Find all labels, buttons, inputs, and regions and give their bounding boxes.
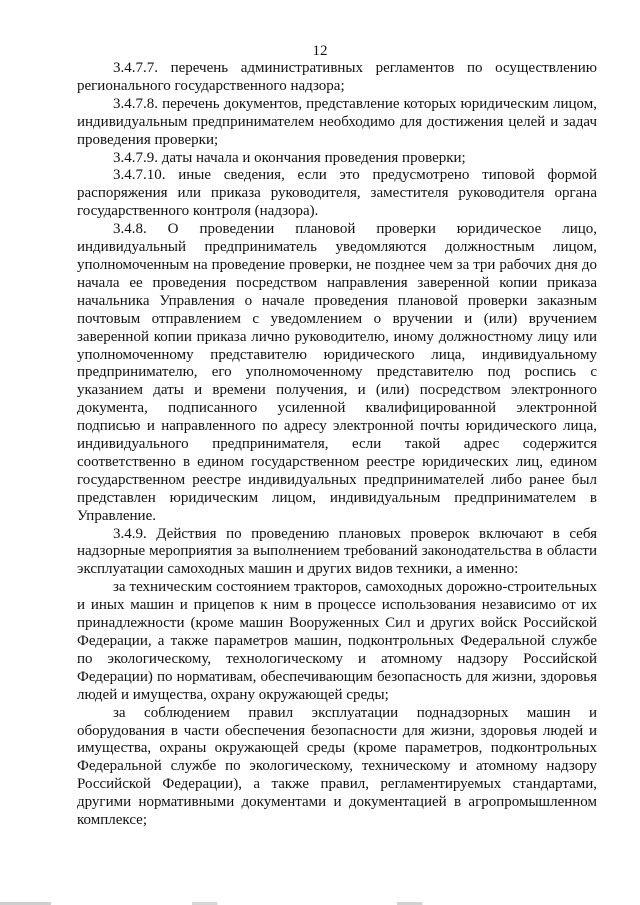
paragraph-3-4-7-9: 3.4.7.9. даты начала и окончания проведения проверки; [113, 149, 466, 166]
page-number: 12 [312, 43, 328, 59]
paragraph-3-4-7-7: 3.4.7.7. перечень административных регламентов по осуществлению регионального государственного надзора; [77, 60, 597, 94]
paragraph-3-4-7-10: 3.4.7.10. иные сведения, если это предусмотрено типовой формой распоряжения или приказа руководителя, заместителя руководителя органа государственного контроля (надзора). [77, 167, 597, 220]
paragraph-technical-state: за техническим состоянием тракторов, самоходных дорожно-строительных и иных машин и прицепов к ним в процессе использования независимо от их принадлежности (кроме машин Вооруженных Сил и других войск Российской Федерации, а также параметров машин, подконтрольных Федеральной службе по экологическому, технологическому и атомному надзору Российской Федерации) по нормативам, обеспечивающим безопасность для жизни, здоровья людей и имущества, охрану окружающей среды; [77, 579, 597, 703]
document-body [77, 60, 597, 830]
paragraph-3-4-9: 3.4.9. Действия по проведению плановых проверок включают в себя надзорные мероприятия за выполнением требований законодательства в области эксплуатации самоходных машин и других видов техники, а именно: [77, 525, 597, 578]
paragraph-operation-rules: за соблюдением правил эксплуатации поднадзорных машин и оборудования в части обеспечения безопасности для жизни, здоровья людей и имущества, охраны окружающей среды (кроме параметров, подконтрольных Федеральной службе по экологическому, техническому и атомному надзору Российской Федерации), а также правил, регламентируемых стандартами, другими нормативными документами и документацией в агропромышленном комплексе; [77, 704, 597, 829]
paragraph-3-4-8: 3.4.8. О проведении плановой проверки юридическое лицо, индивидуальный предприниматель уведомляются должностным лицом, уполномоченным на проведение проверки, не позднее чем за три рабочих дня до начала ее проведения посредством направления заверенной копии приказа начальника Управления о начале проведения плановой проверки заказным почтовым отправлением с уведомлением о вручении и (или) вручением заверенной копии приказа лично руководителю, иному должностному лицу или уполномоченному представителю юридического лица, индивидуальному предпринимателю, его уполномоченному представителю под роспись с указанием даты и времени получения, и (или) посредством электронного документа, подписанного усиленной квалифицированной электронной подписью и направленного по адресу электронной почты юридического лица, индивидуального предпринимателя, если такой адрес содержится соответственно в едином государственном реестре юридических лиц, едином государственном реестре индивидуальных предпринимателей либо ранее был представлен юридическим лицом, индивидуальным предпринимателем в Управление. [77, 221, 597, 524]
paragraph-3-4-7-8: 3.4.7.8. перечень документов, представление которых юридическим лицом, индивидуальным предпринимателем необходимо для достижения целей и задач проведения проверки; [77, 95, 597, 148]
